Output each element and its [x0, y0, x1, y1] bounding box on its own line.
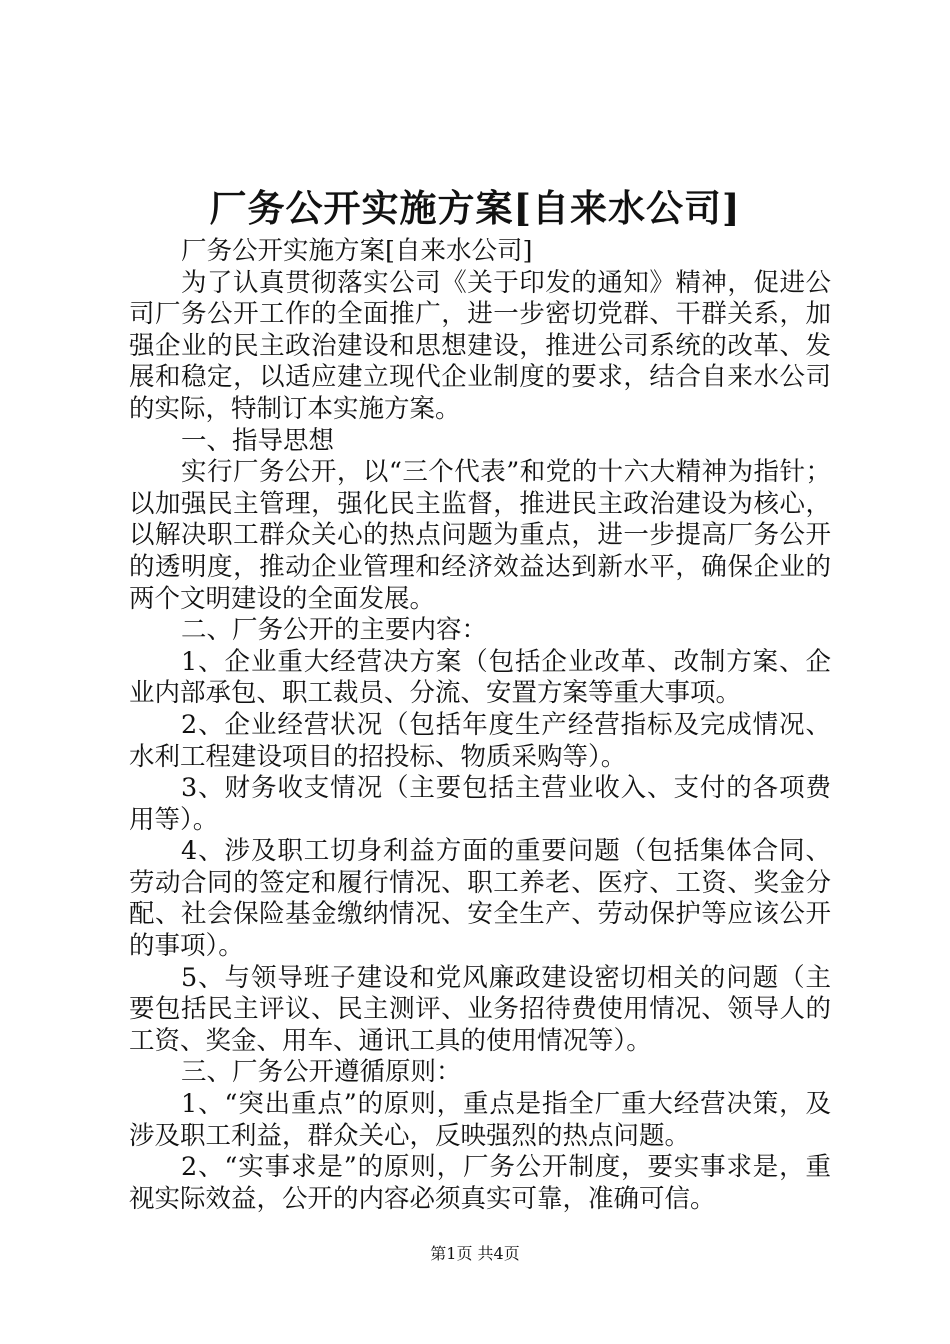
paragraph: 厂务公开实施方案[自来水公司]: [181, 236, 533, 266]
list-item: 2、企业经营状况（包括年度生产经营指标及完成情况、水利工程建设项目的招投标、物质采购等）。: [129, 709, 831, 772]
list-item: 1、企业重大经营决方案（包括企业改革、改制方案、企业内部承包、职工裁员、分流、安置方案等重大事项。: [129, 646, 831, 709]
page-footer: 第1页 共4页: [430, 1244, 520, 1263]
document-body: [129, 236, 831, 1215]
list-item: 4、涉及职工切身利益方面的重要问题（包括集体合同、劳动合同的签定和履行情况、职工养老、医疗、工资、奖金分配、社会保险基金缴纳情况、安全生产、劳动保护等应该公开的事项）。: [129, 836, 831, 962]
section-heading: 三、厂务公开遵循原则：: [181, 1057, 462, 1088]
list-item: 3、财务收支情况（主要包括主营业收入、支付的各项费用等）。: [129, 773, 831, 835]
paragraph: 实行厂务公开，以“三个代表”和党的十六大精神为指针；以加强民主管理，强化民主监督，推进民主政治建设为核心，以解决职工群众关心的热点问题为重点，进一步提高厂务公开的透明度，推动企业管理和经济效益达到新水平，确保企业的两个文明建设的全面发展。: [129, 457, 831, 614]
section-heading: 一、指导思想: [181, 425, 335, 456]
list-item: 1、“突出重点”的原则，重点是指全厂重大经营决策，及涉及职工利益，群众关心，反映强烈的热点问题。: [129, 1089, 831, 1151]
section-heading: 二、厂务公开的主要内容：: [181, 615, 488, 646]
document-title: 厂务公开实施方案[自来水公司]: [209, 186, 741, 230]
list-item: 2、“实事求是”的原则，厂务公开制度，要实事求是，重视实际效益，公开的内容必须真实可靠，准确可信。: [129, 1152, 831, 1214]
list-item: 5、与领导班子建设和党风廉政建设密切相关的问题（主要包括民主评议、民主测评、业务招待费使用情况、领导人的工资、奖金、用车、通讯工具的使用情况等）。: [129, 962, 831, 1056]
paragraph: 为了认真贯彻落实公司《关于印发的通知》精神，促进公司厂务公开工作的全面推广，进一步密切党群、干群关系，加强企业的民主政治建设和思想建设，推进公司系统的改革、发展和稳定，以适应建立现代企业制度的要求，结合自来水公司的实际，特制订本实施方案。: [129, 267, 831, 424]
